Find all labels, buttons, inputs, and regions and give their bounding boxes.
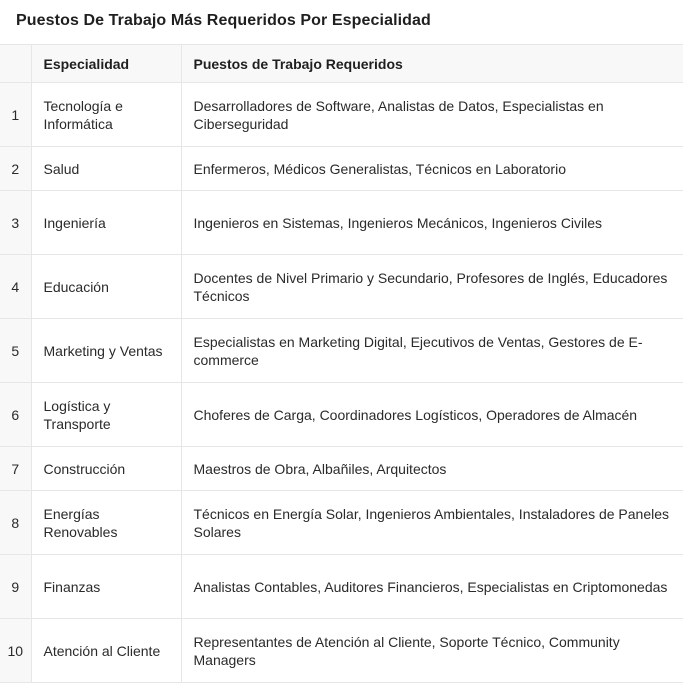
cell-puestos: Enfermeros, Médicos Generalistas, Técnicos en Laboratorio [181, 147, 683, 191]
cell-puestos: Analistas Contables, Auditores Financieros, Especialistas en Criptomonedas [181, 555, 683, 619]
row-index: 7 [0, 447, 31, 491]
table-row [0, 555, 683, 619]
jobs-table-container [0, 44, 683, 683]
row-index: 4 [0, 255, 31, 319]
header-puestos: Puestos de Trabajo Requeridos [181, 45, 683, 83]
table-row [0, 191, 683, 255]
cell-puestos: Desarrolladores de Software, Analistas de Datos, Especialistas en Ciberseguridad [181, 83, 683, 147]
row-index: 9 [0, 555, 31, 619]
table-row [0, 83, 683, 147]
cell-especialidad: Marketing y Ventas [31, 319, 181, 383]
page-title: Puestos De Trabajo Más Requeridos Por Especialidad [16, 12, 431, 29]
cell-especialidad: Educación [31, 255, 181, 319]
cell-puestos: Choferes de Carga, Coordinadores Logísticos, Operadores de Almacén [181, 383, 683, 447]
cell-especialidad: Atención al Cliente [31, 619, 181, 683]
table-row [0, 383, 683, 447]
cell-especialidad: Energías Renovables [31, 491, 181, 555]
row-index: 10 [0, 619, 31, 683]
cell-especialidad: Salud [31, 147, 181, 191]
cell-especialidad: Construcción [31, 447, 181, 491]
row-index: 1 [0, 83, 31, 147]
table-row [0, 319, 683, 383]
row-index: 3 [0, 191, 31, 255]
cell-puestos: Docentes de Nivel Primario y Secundario, Profesores de Inglés, Educadores Técnicos [181, 255, 683, 319]
cell-puestos: Representantes de Atención al Cliente, Soporte Técnico, Community Managers [181, 619, 683, 683]
row-index: 6 [0, 383, 31, 447]
cell-especialidad: Logística y Transporte [31, 383, 181, 447]
table-row [0, 447, 683, 491]
cell-especialidad: Tecnología e Informática [31, 83, 181, 147]
header-index [0, 45, 31, 83]
table-header-row [0, 45, 683, 83]
table-row [0, 255, 683, 319]
cell-especialidad: Finanzas [31, 555, 181, 619]
cell-puestos: Técnicos en Energía Solar, Ingenieros Ambientales, Instaladores de Paneles Solares [181, 491, 683, 555]
row-index: 8 [0, 491, 31, 555]
table-row [0, 619, 683, 683]
header-especialidad: Especialidad [31, 45, 181, 83]
cell-puestos: Maestros de Obra, Albañiles, Arquitectos [181, 447, 683, 491]
row-index: 2 [0, 147, 31, 191]
cell-puestos: Especialistas en Marketing Digital, Ejecutivos de Ventas, Gestores de E-commerce [181, 319, 683, 383]
cell-puestos: Ingenieros en Sistemas, Ingenieros Mecánicos, Ingenieros Civiles [181, 191, 683, 255]
table-row [0, 491, 683, 555]
row-index: 5 [0, 319, 31, 383]
jobs-table [0, 44, 683, 683]
table-row [0, 147, 683, 191]
cell-especialidad: Ingeniería [31, 191, 181, 255]
